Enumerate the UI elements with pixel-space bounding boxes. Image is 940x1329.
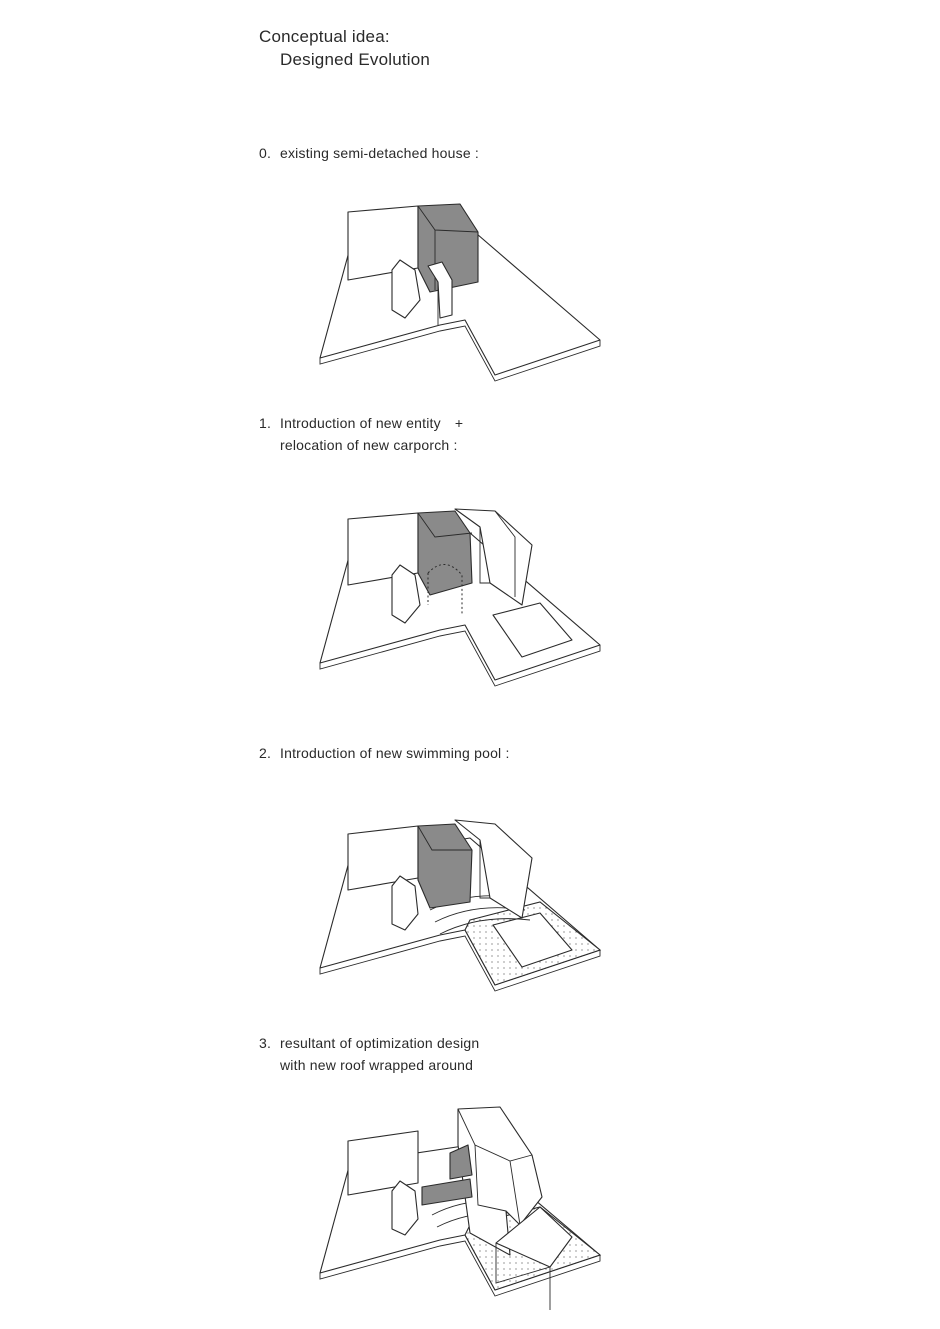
step-3-line-2: with new roof wrapped around [280, 1057, 474, 1073]
step-1-line-2: relocation of new carporch : [280, 437, 458, 453]
step-0-number: 0. [259, 145, 272, 161]
step-1-number: 1. [259, 415, 272, 431]
step-3-caption [259, 1032, 479, 1076]
step-3-number: 3. [259, 1035, 272, 1051]
step-2-number: 2. [259, 745, 272, 761]
title-line-2: Designed Evolution [280, 50, 431, 69]
step-3-line-1: resultant of optimization design [280, 1035, 480, 1051]
page-title [259, 25, 430, 71]
step-1-diagram [310, 505, 610, 700]
step-0-diagram [310, 200, 610, 395]
step-2-line-1: Introduction of new swimming pool : [280, 745, 510, 761]
step-0-caption [259, 142, 479, 164]
step-1-line-1: Introduction of new entity [280, 415, 441, 431]
step-2-diagram [310, 810, 610, 1005]
step-1-plus: + [454, 415, 464, 431]
step-1-caption [259, 412, 463, 456]
step-2-caption [259, 742, 510, 764]
step-3-diagram [310, 1105, 610, 1315]
title-line-1: Conceptual idea: [259, 27, 390, 46]
step-0-line-1: existing semi-detached house : [280, 145, 479, 161]
